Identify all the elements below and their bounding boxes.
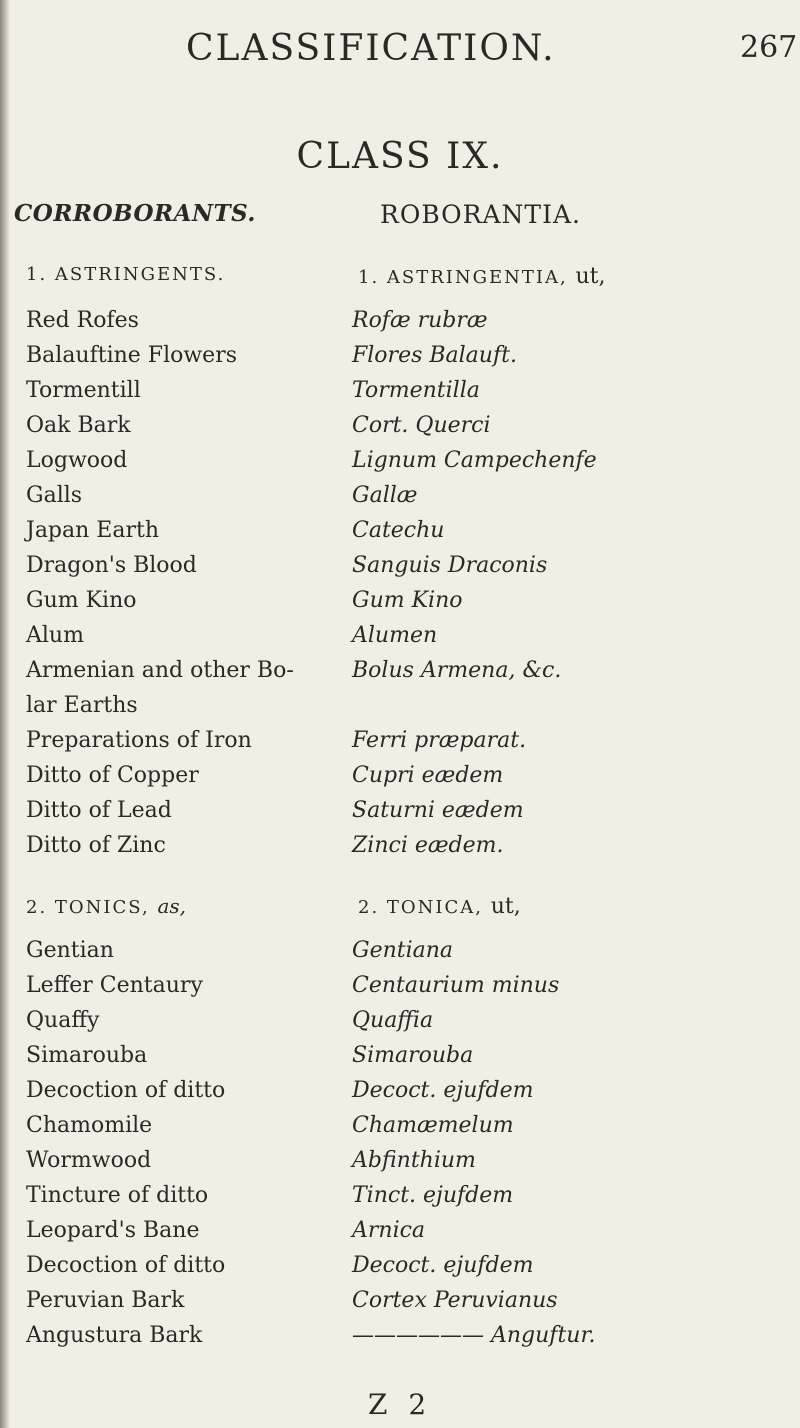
list-item: Gentian: [26, 938, 114, 963]
list-item: Bolus Armena, &c.: [352, 658, 562, 683]
english-column-heading: CORROBORANTS.: [14, 200, 256, 227]
list-item: Decoction of ditto: [26, 1078, 226, 1103]
section-heading-text: 1. ASTRINGENTIA,: [358, 267, 568, 288]
section-heading-tail: ut,: [575, 264, 606, 289]
list-item: Cort. Querci: [352, 413, 491, 438]
list-item: Quaffia: [352, 1008, 434, 1033]
list-item: Red Rofes: [26, 308, 139, 333]
list-item: Ferri præparat.: [352, 728, 527, 753]
list-item: Saturni eædem: [352, 798, 524, 823]
section-heading-tail: ut,: [490, 894, 521, 919]
latin-column-heading: ROBORANTIA.: [380, 200, 581, 229]
list-item: Tormentilla: [352, 378, 480, 403]
section-heading-tonics: [26, 894, 186, 918]
signature-mark: Z 2: [368, 1388, 433, 1421]
list-item: Tormentill: [26, 378, 141, 403]
list-item: Decoct. ejufdem: [352, 1078, 534, 1103]
list-item: Arnica: [352, 1218, 426, 1243]
list-item: —————— Anguftur.: [352, 1323, 596, 1348]
list-item: Sanguis Draconis: [352, 553, 548, 578]
list-item: Cupri eædem: [352, 763, 504, 788]
section-heading-text: 2. TONICS,: [26, 897, 150, 918]
list-item: Centaurium minus: [352, 973, 560, 998]
list-item: Gentiana: [352, 938, 454, 963]
section-heading-text: 2. TONICA,: [358, 897, 484, 918]
section-heading-astringents: [26, 264, 225, 285]
page-number: 267: [740, 30, 798, 65]
list-item: Ditto of Lead: [26, 798, 172, 823]
list-item: Simarouba: [352, 1043, 474, 1068]
list-item: Quaffy: [26, 1008, 100, 1033]
list-item: Galls: [26, 483, 83, 508]
list-item: Lignum Campechenfe: [352, 448, 597, 473]
list-item: Wormwood: [26, 1148, 152, 1173]
list-item: Decoction of ditto: [26, 1253, 226, 1278]
list-item: Tinct. ejufdem: [352, 1183, 514, 1208]
list-item: Balauftine Flowers: [26, 343, 238, 368]
page-edge-shadow: [0, 0, 10, 1428]
list-item: Alum: [26, 623, 84, 648]
list-item: Chamæmelum: [352, 1113, 514, 1138]
list-item: Gum Kino: [26, 588, 137, 613]
list-item: Oak Bark: [26, 413, 131, 438]
list-item: Cortex Peruvianus: [352, 1288, 558, 1313]
list-item: Leffer Centaury: [26, 973, 203, 998]
list-item: Japan Earth: [26, 518, 159, 543]
list-item: Rofæ rubræ: [352, 308, 488, 333]
list-item: Ditto of Copper: [26, 763, 199, 788]
section-heading-astringentia: [358, 264, 606, 289]
list-item: Armenian and other Bo-: [26, 658, 294, 683]
list-item: Zinci eædem.: [352, 833, 504, 858]
list-item: Catechu: [352, 518, 445, 543]
class-title: CLASS IX.: [296, 136, 504, 177]
list-item: Abfinthium: [352, 1148, 476, 1173]
list-item: Tincture of ditto: [26, 1183, 209, 1208]
list-item: Decoct. ejufdem: [352, 1253, 534, 1278]
running-head: [0, 28, 800, 78]
section-heading-text: 1. ASTRINGENTS.: [26, 264, 226, 285]
list-item: Preparations of Iron: [26, 728, 252, 753]
list-item: Logwood: [26, 448, 128, 473]
list-item: lar Earths: [26, 693, 138, 718]
list-item: Gallæ: [352, 483, 418, 508]
list-item: Alumen: [352, 623, 438, 648]
section-heading-tail: as,: [157, 894, 186, 918]
list-item: Peruvian Bark: [26, 1288, 185, 1313]
list-item: Dragon's Blood: [26, 553, 197, 578]
section-heading-tonica: [358, 894, 521, 919]
list-item: Leopard's Bane: [26, 1218, 200, 1243]
list-item: Chamomile: [26, 1113, 153, 1138]
list-item: Flores Balauft.: [352, 343, 517, 368]
list-item: Gum Kino: [352, 588, 463, 613]
list-item: Ditto of Zinc: [26, 833, 166, 858]
running-title: CLASSIFICATION.: [186, 28, 556, 69]
list-item: Simarouba: [26, 1043, 148, 1068]
list-item: Angustura Bark: [26, 1323, 203, 1348]
